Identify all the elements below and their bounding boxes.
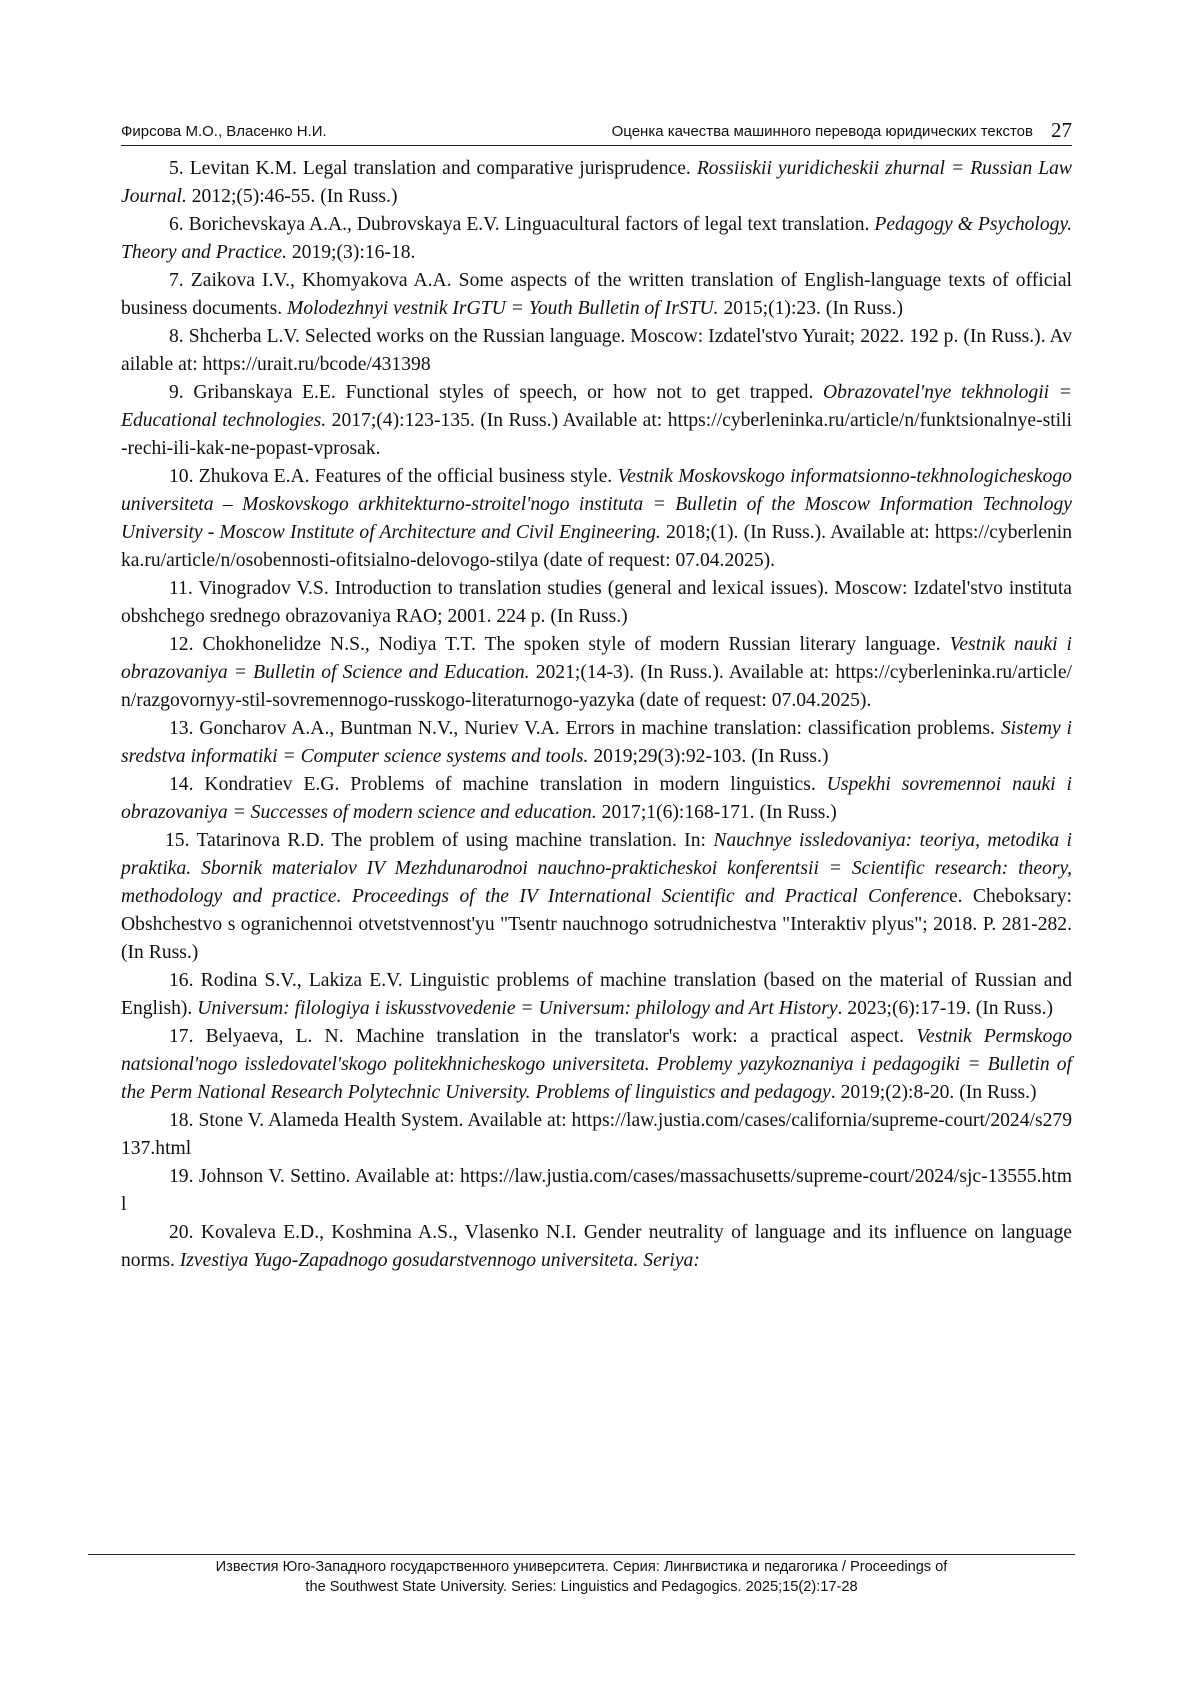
ref-num: 5. bbox=[169, 158, 184, 179]
ref-source: Obrazovatel'nye tekhnologii = Educational technologies. bbox=[121, 382, 1072, 431]
footer-divider bbox=[88, 1554, 1075, 1555]
ref-num: 18. bbox=[169, 1110, 194, 1131]
ref-text: Stone V. Alameda Health System. Available at: https://law.justia.com/cases/california/supreme-court/2024/s279137.html bbox=[121, 1110, 1072, 1159]
reference-item bbox=[121, 267, 1072, 323]
reference-item bbox=[121, 771, 1072, 827]
ref-text: Kovaleva E.D., Koshmina A.S., Vlasenko N.I. Gender neutrality of language and its influence on language norms. bbox=[121, 1222, 1072, 1271]
ref-details: . 2019;(2):8-20. (In Russ.) bbox=[830, 1082, 1037, 1103]
reference-item bbox=[121, 463, 1072, 575]
reference-item bbox=[121, 575, 1072, 631]
ref-text: Belyaeva, L. N. Machine translation in the translator's work: a practical aspect. bbox=[205, 1026, 917, 1047]
ref-text: Levitan K.M. Legal translation and comparative jurisprudence. bbox=[189, 158, 697, 179]
running-header bbox=[121, 115, 1072, 146]
reference-item bbox=[121, 967, 1072, 1023]
ref-text: Kondratiev E.G. Problems of machine translation in modern linguistics. bbox=[204, 774, 827, 795]
ref-text: Shcherba L.V. Selected works on the Russian language. Moscow: Izdatel'stvo Yurait; 2022. 192 p. (In Russ.). Available at: https://urait.ru/bcode/431398 bbox=[121, 326, 1072, 375]
ref-source: Rossiiskii yuridicheskii zhurnal = Russian Law Journal. bbox=[121, 158, 1072, 207]
ref-details: . 2023;(6):17-19. (In Russ.) bbox=[837, 998, 1054, 1019]
ref-text: Goncharov A.A., Buntman N.V., Nuriev V.A. Errors in machine translation: classification problems. bbox=[199, 718, 1001, 739]
ref-text: Rodina S.V., Lakiza E.V. Linguistic problems of machine translation (based on the material of Russian and English). bbox=[121, 970, 1072, 1019]
ref-details: 2021;(14-3). (In Russ.). Available at: https://cyberleninka.ru/article/n/razgovornyy-stil-sovremennogo-russkogo-literaturnogo-yazyka (date of request: 07.04.2025). bbox=[121, 662, 1073, 711]
ref-text: Tatarinova R.D. The problem of using machine translation. In: bbox=[196, 830, 714, 851]
ref-details: 2017;(4):123-135. (In Russ.) Available at: https://cyberleninka.ru/article/n/funktsionalnye-stili-rechi-ili-kak-ne-popast-vprosak. bbox=[121, 410, 1072, 459]
reference-item bbox=[121, 715, 1072, 771]
ref-details: 2019;29(3):92-103. (In Russ.) bbox=[588, 746, 829, 767]
ref-details: 2012;(5):46-55. (In Russ.) bbox=[186, 186, 398, 207]
ref-details: e. Cheboksary: Obshchestvo s ogranichennoi otvetstvennost'yu "Tsentr nauchnogo sotrudnichestva "Interaktiv plyus"; 2018. P. 281-282. (In Russ.) bbox=[121, 886, 1072, 963]
ref-source: Nauchnye issledovaniya: teoriya, metodika i praktika. Sbornik materialov IV Mezhdunarodnoi nauchno-prakticheskoi konferentsii = Scientific research: theory, methodology and practice. Proceedings of the IV International Scientific and Practical Conferenc bbox=[121, 830, 1072, 907]
ref-num: 11. bbox=[169, 578, 193, 599]
ref-num: 14. bbox=[169, 774, 194, 795]
reference-item bbox=[121, 827, 1072, 967]
ref-num: 17. bbox=[169, 1026, 194, 1047]
ref-text: Borichevskaya A.A., Dubrovskaya E.V. Linguacultural factors of legal text translation. bbox=[188, 214, 875, 235]
reference-item bbox=[121, 1163, 1072, 1219]
page-number: 27 bbox=[1051, 118, 1072, 142]
ref-num: 19. bbox=[169, 1166, 194, 1187]
ref-details: 2015;(1):23. (In Russ.) bbox=[718, 298, 904, 319]
journal-footer bbox=[88, 1557, 1075, 1597]
ref-num: 16. bbox=[169, 970, 194, 991]
ref-details: 2017;1(6):168-171. (In Russ.) bbox=[596, 802, 837, 823]
ref-num: 8. bbox=[169, 326, 184, 347]
reference-item bbox=[121, 379, 1072, 463]
reference-list bbox=[121, 155, 1072, 1275]
header-title: Оценка качества машинного перевода юридических текстов bbox=[611, 123, 1033, 140]
ref-num: 6. bbox=[169, 214, 184, 235]
ref-num: 13. bbox=[169, 718, 194, 739]
ref-source: Izvestiya Yugo-Zapadnogo gosudarstvennogo universiteta. Seriya: bbox=[179, 1250, 700, 1271]
ref-source: Vestnik Permskogo natsional'nogo issledovatel'skogo politekhnicheskogo universiteta. Problemy yazykoznaniya i pedagogiki = Bulletin of the Perm National Research Polytechnic University. Problems of linguistics and pedagogy bbox=[121, 1026, 1072, 1103]
ref-source: Molodezhnyi vestnik IrGTU = Youth Bulletin of IrSTU. bbox=[287, 298, 719, 319]
reference-item bbox=[121, 1219, 1072, 1275]
ref-source: Sistemy i sredstva informatiki = Computer science systems and tools. bbox=[121, 718, 1072, 767]
ref-details: 2018;(1). (In Russ.). Available at: https://cyberleninka.ru/article/n/osobennosti-ofitsialno-delovogo-stilya (date of request: 07.04.2025). bbox=[121, 522, 1072, 571]
ref-num: 10. bbox=[169, 466, 194, 487]
reference-item bbox=[121, 631, 1072, 715]
header-right bbox=[612, 118, 1072, 145]
ref-source: Universum: filologiya i iskusstvovedenie = Universum: philology and Art History bbox=[197, 998, 838, 1019]
ref-details: 2019;(3):16-18. bbox=[286, 242, 416, 263]
reference-item bbox=[121, 1023, 1072, 1107]
ref-text: Vinogradov V.S. Introduction to translation studies (general and lexical issues). Moscow: Izdatel'stvo instituta obshchego srednego obrazovaniya RAO; 2001. 224 p. (In Russ.) bbox=[121, 578, 1072, 627]
ref-text: Johnson V. Settino. Available at: https://law.justia.com/cases/massachusetts/supreme-court/2024/sjc-13555.html bbox=[121, 1166, 1072, 1215]
ref-source: Uspekhi sovremennoi nauki i obrazovaniya = Successes of modern science and education. bbox=[121, 774, 1072, 823]
reference-item bbox=[121, 211, 1072, 267]
ref-num: 20. bbox=[169, 1222, 194, 1243]
ref-source: Pedagogy & Psychology. Theory and Practice. bbox=[121, 214, 1072, 263]
footer-line-2: the Southwest State University. Series: Linguistics and Pedagogics. 2025;15(2):17-28 bbox=[305, 1579, 858, 1595]
ref-source: Vestnik nauki i obrazovaniya = Bulletin of Science and Education. bbox=[121, 634, 1072, 683]
ref-num: 12. bbox=[169, 634, 194, 655]
ref-text: Chokhonelidze N.S., Nodiya T.T. The spoken style of modern Russian literary language. bbox=[202, 634, 950, 655]
reference-item bbox=[121, 323, 1072, 379]
reference-item bbox=[121, 155, 1072, 211]
ref-source: Vestnik Moskovskogo informatsionno-tekhnologicheskogo universiteta – Moskovskogo arkhitekturno-stroitel'nogo instituta = Bulletin of the Moscow Information Technology University - Moscow Institute of Architecture and Civil Engineering. bbox=[121, 466, 1072, 543]
ref-num: 9. bbox=[169, 382, 184, 403]
header-authors: Фирсова М.О., Власенко Н.И. bbox=[121, 123, 327, 140]
footer-line-1: Известия Юго-Западного государственного университета. Серия: Лингвистика и педагогика / Proceedings of bbox=[215, 1559, 948, 1575]
reference-item bbox=[121, 1107, 1072, 1163]
ref-num: 15. bbox=[165, 830, 190, 851]
ref-num: 7. bbox=[169, 270, 184, 291]
ref-text: Zhukova E.A. Features of the official business style. bbox=[198, 466, 618, 487]
ref-text: Gribanskaya E.E. Functional styles of speech, or how not to get trapped. bbox=[193, 382, 824, 403]
ref-text: Zaikova I.V., Khomyakova A.A. Some aspects of the written translation of English-language texts of official business documents. bbox=[121, 270, 1072, 319]
